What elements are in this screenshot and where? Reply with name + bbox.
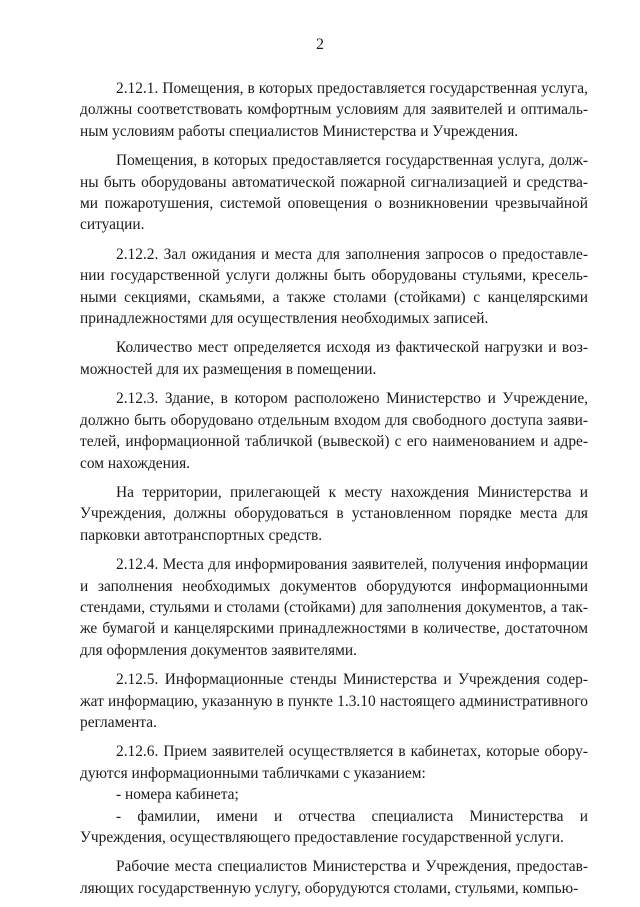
paragraph-seat-count: Количество мест определяется исходя из фактической нагрузки и возможностей для их размещения в помещении. <box>80 339 588 378</box>
page-number: 2 <box>316 36 324 53</box>
paragraph-parking: На территории, прилегающей к месту нахождения Министерства и Учреждения, должны оборудоваться в установленном порядке места для парковки автотранспортных средств. <box>80 483 588 544</box>
paragraph-2-12-1: 2.12.1. Помещения, в которых предоставляется государственная услуга, должны соответствовать комфортным условиям для заявителей и оптимальным условиям работы специалистов Министерства и Учреждения. <box>80 80 588 140</box>
paragraph-2-12-2: 2.12.2. Зал ожидания и места для заполнения запросов о предоставлении государственной услуги должны быть оборудованы стульями, кресельными секциями, скамьями, а также столами (стойками) с канцелярскими принадлежностями для осуществления необходимых записей. <box>80 245 588 328</box>
document-body <box>80 78 588 907</box>
paragraph-2-12-3: 2.12.3. Здание, в котором расположено Министерство и Учреждение, должно быть оборудовано отдельным входом для свободного доступа заявителей, информационной табличкой (вывеской) с его наименованием и адресом нахождения. <box>80 390 588 472</box>
paragraph-2-12-4: 2.12.4. Места для информирования заявителей, получения информации и заполнения необходимых документов оборудуются информационными стендами, стульями и столами (стойками) для заполнения документов, а также бумагой и канцелярскими принадлежностями в количестве, достаточном для оформления документов заявителями. <box>80 556 588 659</box>
list-item: - номера кабинета; <box>116 786 239 804</box>
paragraph-2-12-5: 2.12.5. Информационные стенды Министерства и Учреждения содержат информацию, указанную в пункте 1.3.10 настоящего административного регламента. <box>80 671 588 731</box>
paragraph-workplaces: Рабочие места специалистов Министерства и Учреждения, предоставляющих государственную услугу, оборудуются столами, стульями, компью- <box>80 858 588 897</box>
list-item: - фамилии, имени и отчества специалиста Министерства и Учреждения, осуществляющего предоставление государственной услуги. <box>80 807 588 846</box>
paragraph-2-12-6: 2.12.6. Прием заявителей осуществляется в кабинетах, которые оборудуются информационными табличками с указанием: <box>80 743 588 782</box>
paragraph-fire-safety: Помещения, в которых предоставляется государственная услуга, должны быть оборудованы автоматической пожарной сигнализацией и средствами пожаротушения, системой оповещения о возникновении чрезвычайной ситуации. <box>80 152 588 234</box>
